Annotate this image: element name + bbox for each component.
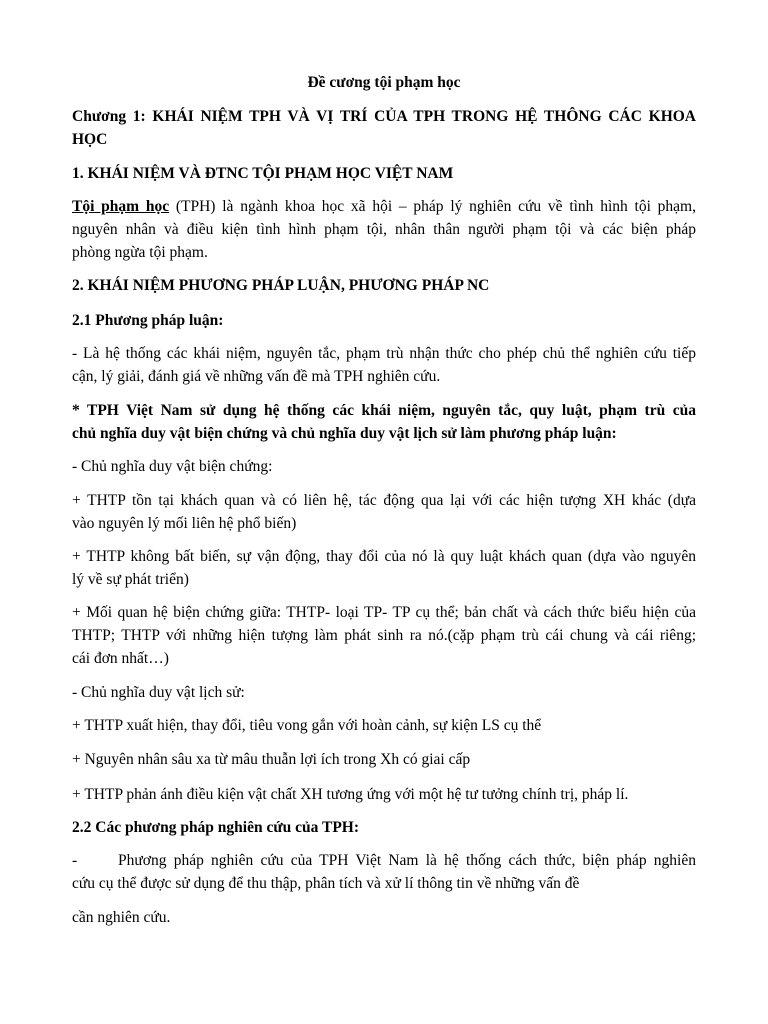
chapter-heading: Chương 1: KHÁI NIỆM TPH VÀ VỊ TRÍ CỦA TPH TRONG HỆ THÔNG CÁC KHOA: [72, 108, 696, 125]
historical-item-3: + THTP phản ánh điều kiện vật chất XH tương ứng với một hệ tư tưởng chính trị, pháp lí.: [72, 786, 629, 803]
p22-line-1-text: Phương pháp nghiên cứu của TPH Việt Nam là hệ thống cách thức, biện pháp nghiên: [118, 852, 696, 869]
dialectical-item-1-line-1: + THTP tồn tại khách quan và có liên hệ, tác động qua lại với các hiện tượng XH khác (dựa: [72, 492, 696, 509]
definition-line-3: phòng ngừa tội phạm.: [72, 244, 208, 261]
section1-heading: 1. KHÁI NIỆM VÀ ĐTNC TỘI PHẠM HỌC VIỆT NAM: [72, 165, 454, 182]
p22-line-3: cần nghiên cứu.: [72, 909, 171, 926]
p22-line-2: cứu cụ thể được sử dụng để thu thập, phân tích và xử lí thông tin về những vấn đề: [72, 875, 580, 892]
historical-item-1: + THTP xuất hiện, thay đổi, tiêu vong gắn với hoàn cảnh, sự kiện LS cụ thể: [72, 717, 542, 734]
sub22-heading: 2.2 Các phương pháp nghiên cứu của TPH:: [72, 819, 360, 836]
bold-note-line-2: chủ nghĩa duy vật biện chứng và chủ nghĩa duy vật lịch sử làm phương pháp luận:: [72, 425, 617, 442]
definition-line-2: nguyên nhân và điều kiện tình hình phạm tội, nhân thân người phạm tội và các biện pháp: [72, 221, 696, 238]
definition-term: Tội phạm học: [72, 198, 170, 215]
chapter-heading-cont: HỌC: [72, 131, 108, 148]
dialectical-item-3-line-3: cái đơn nhất…): [72, 650, 169, 667]
p22-dash: -: [72, 852, 78, 869]
section2-heading: 2. KHÁI NIỆM PHƯƠNG PHÁP LUẬN, PHƯƠNG PHÁP NC: [72, 277, 490, 294]
historical-item-2: + Nguyên nhân sâu xa từ mâu thuẫn lợi ích trong Xh có giai cấp: [72, 751, 471, 768]
definition-line-1: [72, 196, 696, 218]
dialectical-item-2-line-1: + THTP không bất biến, sự vận động, thay đổi của nó là quy luật khách quan (dựa vào nguyên: [72, 548, 696, 565]
bold-note-line-1: * TPH Việt Nam sử dụng hệ thống các khái niệm, nguyên tắc, quy luật, phạm trù của: [72, 402, 696, 419]
dialectical-item-2-line-2: lý về sự phát triển): [72, 571, 189, 588]
dialectical-item-3-line-2: THTP; THTP với những hiện tượng làm phát sinh ra nó.(cặp phạm trù cái chung và cái riêng;: [72, 627, 696, 644]
p21-line-1: - Là hệ thống các khái niệm, nguyên tắc, phạm trù nhận thức cho phép chủ thể nghiên cứu tiếp: [72, 345, 696, 362]
p21-line-2: cận, lý giải, đánh giá về những vấn đề mà TPH nghiên cứu.: [72, 368, 441, 385]
dialectical-heading: - Chủ nghĩa duy vật biện chứng:: [72, 458, 273, 475]
document-title: Đề cương tội phạm học: [307, 74, 461, 91]
sub21-heading: 2.1 Phương pháp luận:: [72, 312, 224, 329]
historical-heading: - Chủ nghĩa duy vật lịch sử:: [72, 684, 245, 701]
dialectical-item-3-line-1: + Mối quan hệ biện chứng giữa: THTP- loại TP- TP cụ thể; bản chất và cách thức biểu hiện của: [72, 604, 696, 621]
definition-line-1-text: (TPH) là ngành khoa học xã hội – pháp lý nghiên cứu về tình hình tội phạm,: [169, 198, 696, 215]
p22-line-1: [72, 850, 77, 872]
dialectical-item-1-line-2: vào nguyên lý mối liên hệ phổ biến): [72, 515, 297, 532]
